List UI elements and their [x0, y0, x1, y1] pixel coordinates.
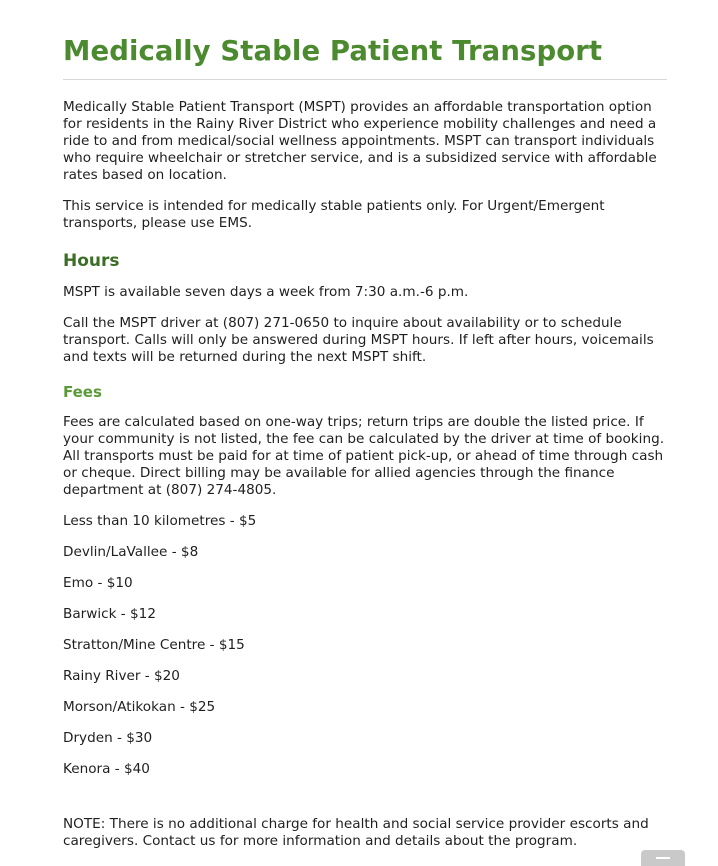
intro-paragraph: Medically Stable Patient Transport (MSPT) provides an affordable transportation option for residents in the Rainy River District who experience mobility challenges and need a ride to and from medical/social wellness appointments. MSPT can transport individuals who require wheelchair or stretcher service, and is a subsidized service with affordable rates based on location. [63, 99, 657, 183]
fee-item: Less than 10 kilometres - $5 [63, 513, 257, 529]
fee-item: Devlin/LaVallee - $8 [63, 544, 199, 560]
scroll-to-top-button[interactable] [641, 850, 685, 866]
hours-heading: Hours [63, 251, 120, 271]
page-title: Medically Stable Patient Transport [63, 35, 603, 67]
fee-item: Rainy River - $20 [63, 668, 180, 684]
page-content [63, 0, 667, 850]
scroll-up-icon [656, 857, 670, 859]
fees-description: Fees are calculated based on one-way trips; return trips are double the listed price. If your community is not listed, the fee can be calculated by the driver at time of booking. All transports must be paid for at time of patient pick-up, or ahead of time through cash or cheque. Direct billing may be available for allied agencies through the finance department at (807) 274-4805. [63, 414, 665, 498]
fee-item: Morson/Atikokan - $25 [63, 699, 216, 715]
hours-availability: MSPT is available seven days a week from 7:30 a.m.-6 p.m. [63, 284, 469, 300]
fees-heading: Fees [63, 383, 102, 401]
title-divider [63, 79, 667, 80]
fee-item: Emo - $10 [63, 575, 133, 591]
intended-use-paragraph: This service is intended for medically stable patients only. For Urgent/Emergent transports, please use EMS. [63, 198, 605, 231]
fee-item: Stratton/Mine Centre - $15 [63, 637, 245, 653]
fee-item: Kenora - $40 [63, 761, 150, 777]
note-paragraph: NOTE: There is no additional charge for health and social service provider escorts and caregivers. Contact us for more information and details about the program. [63, 816, 649, 849]
fee-item: Barwick - $12 [63, 606, 156, 622]
fee-item: Dryden - $30 [63, 730, 153, 746]
fee-list [63, 513, 667, 778]
hours-contact: Call the MSPT driver at (807) 271-0650 to inquire about availability or to schedule transport. Calls will only be answered during MSPT hours. If left after hours, voicemails and texts will be returned during the next MSPT shift. [63, 315, 654, 365]
